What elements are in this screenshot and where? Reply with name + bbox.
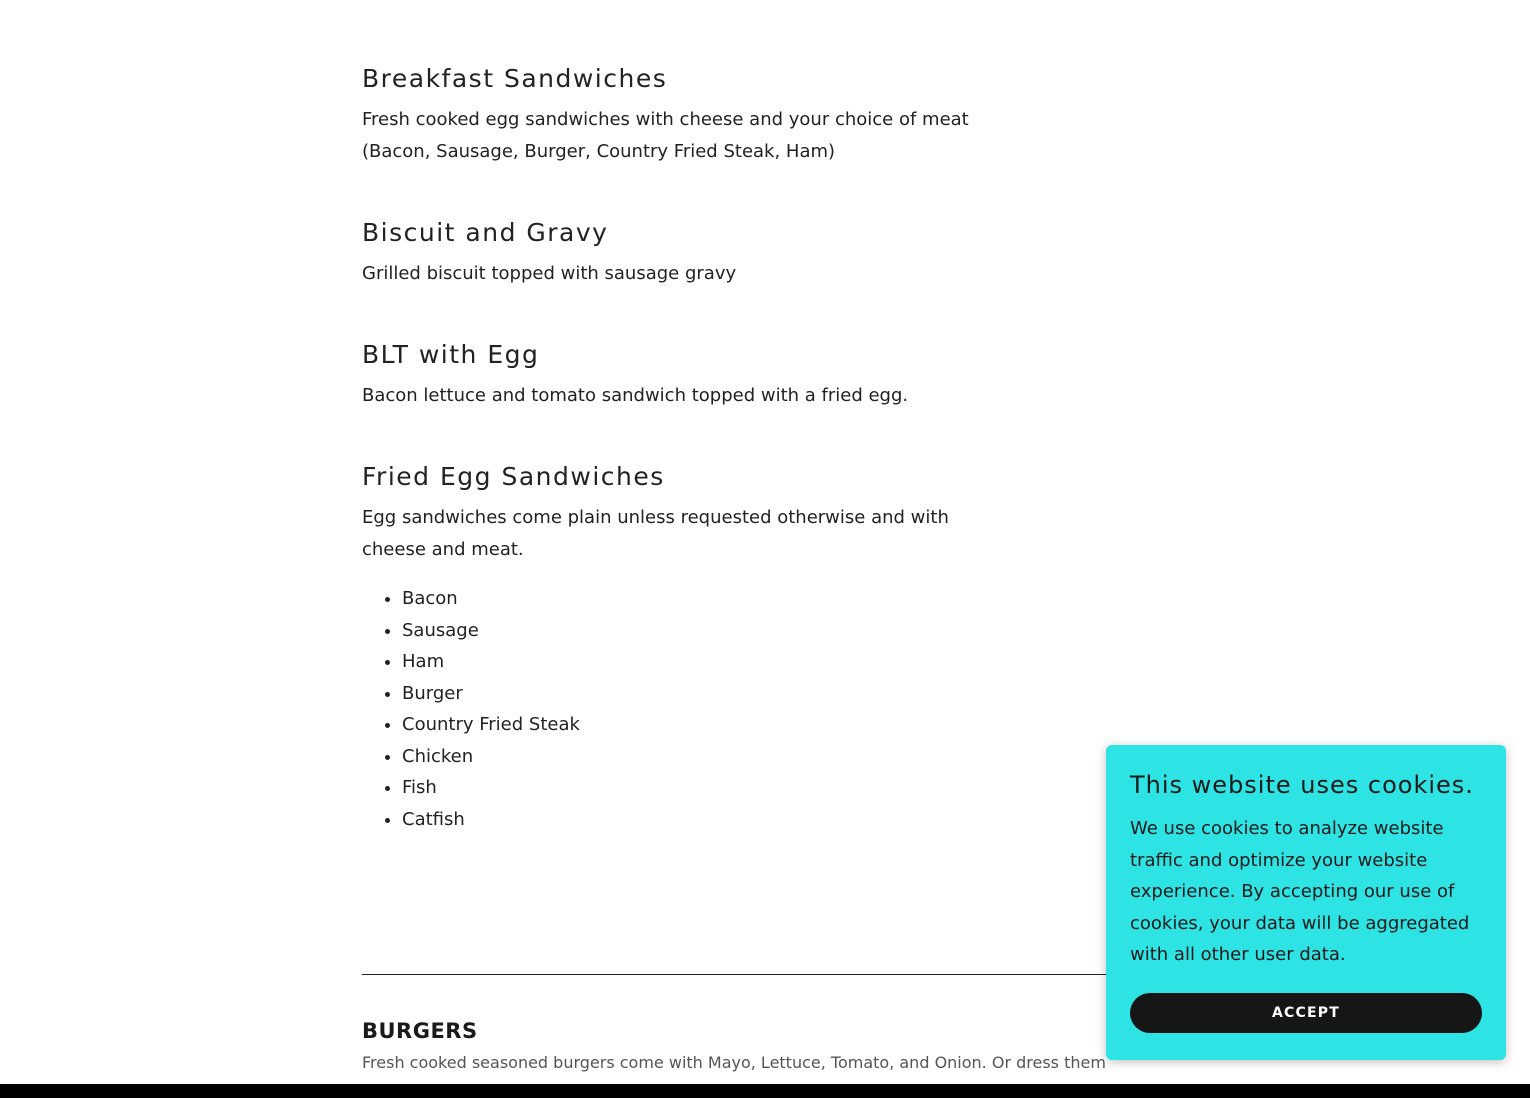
- burgers-description: Fresh cooked seasoned burgers come with Mayo, Lettuce, Tomato, and Onion. Or dress them: [362, 1053, 1106, 1072]
- item-title: Biscuit and Gravy: [362, 218, 609, 247]
- cookie-banner-title: This website uses cookies.: [1130, 771, 1474, 799]
- item-description: Bacon lettuce and tomato sandwich topped with a fried egg.: [362, 385, 909, 406]
- menu-item-biscuit-and-gravy: [362, 218, 982, 290]
- list-item: • Bacon: [402, 583, 982, 615]
- list-item: • Catfish: [402, 804, 982, 836]
- item-description: Egg sandwiches come plain unless requested otherwise and with cheese and meat.: [362, 507, 949, 560]
- section-divider: [362, 974, 1122, 975]
- bottom-bar: [0, 1084, 1530, 1098]
- list-item: • Ham: [402, 646, 982, 678]
- burgers-heading: BURGERS: [362, 1019, 478, 1043]
- menu-item-fried-egg-sandwiches: [362, 462, 982, 835]
- cookie-banner: [1106, 745, 1506, 1060]
- item-title: BLT with Egg: [362, 340, 540, 369]
- item-title: Fried Egg Sandwiches: [362, 462, 665, 491]
- list-item: • Fish: [402, 772, 982, 804]
- list-item: • Chicken: [402, 741, 982, 773]
- accept-cookies-button[interactable]: ACCEPT: [1130, 993, 1482, 1033]
- item-description: Fresh cooked egg sandwiches with cheese and your choice of meat (Bacon, Sausage, Burger, Country Fried Steak, Ham): [362, 109, 969, 162]
- meat-options-list: [362, 583, 982, 835]
- cookie-banner-body: We use cookies to analyze website traffic and optimize your website experience. By accepting our use of cookies, your data will be aggregated with all other user data.: [1130, 818, 1470, 965]
- list-item: • Sausage: [402, 615, 982, 647]
- item-description: Grilled biscuit topped with sausage gravy: [362, 263, 737, 284]
- menu-item-breakfast-sandwiches: [362, 64, 982, 167]
- menu-item-blt-with-egg: [362, 340, 982, 412]
- list-item: • Country Fried Steak: [402, 709, 982, 741]
- list-item: • Burger: [402, 678, 982, 710]
- item-title: Breakfast Sandwiches: [362, 64, 668, 93]
